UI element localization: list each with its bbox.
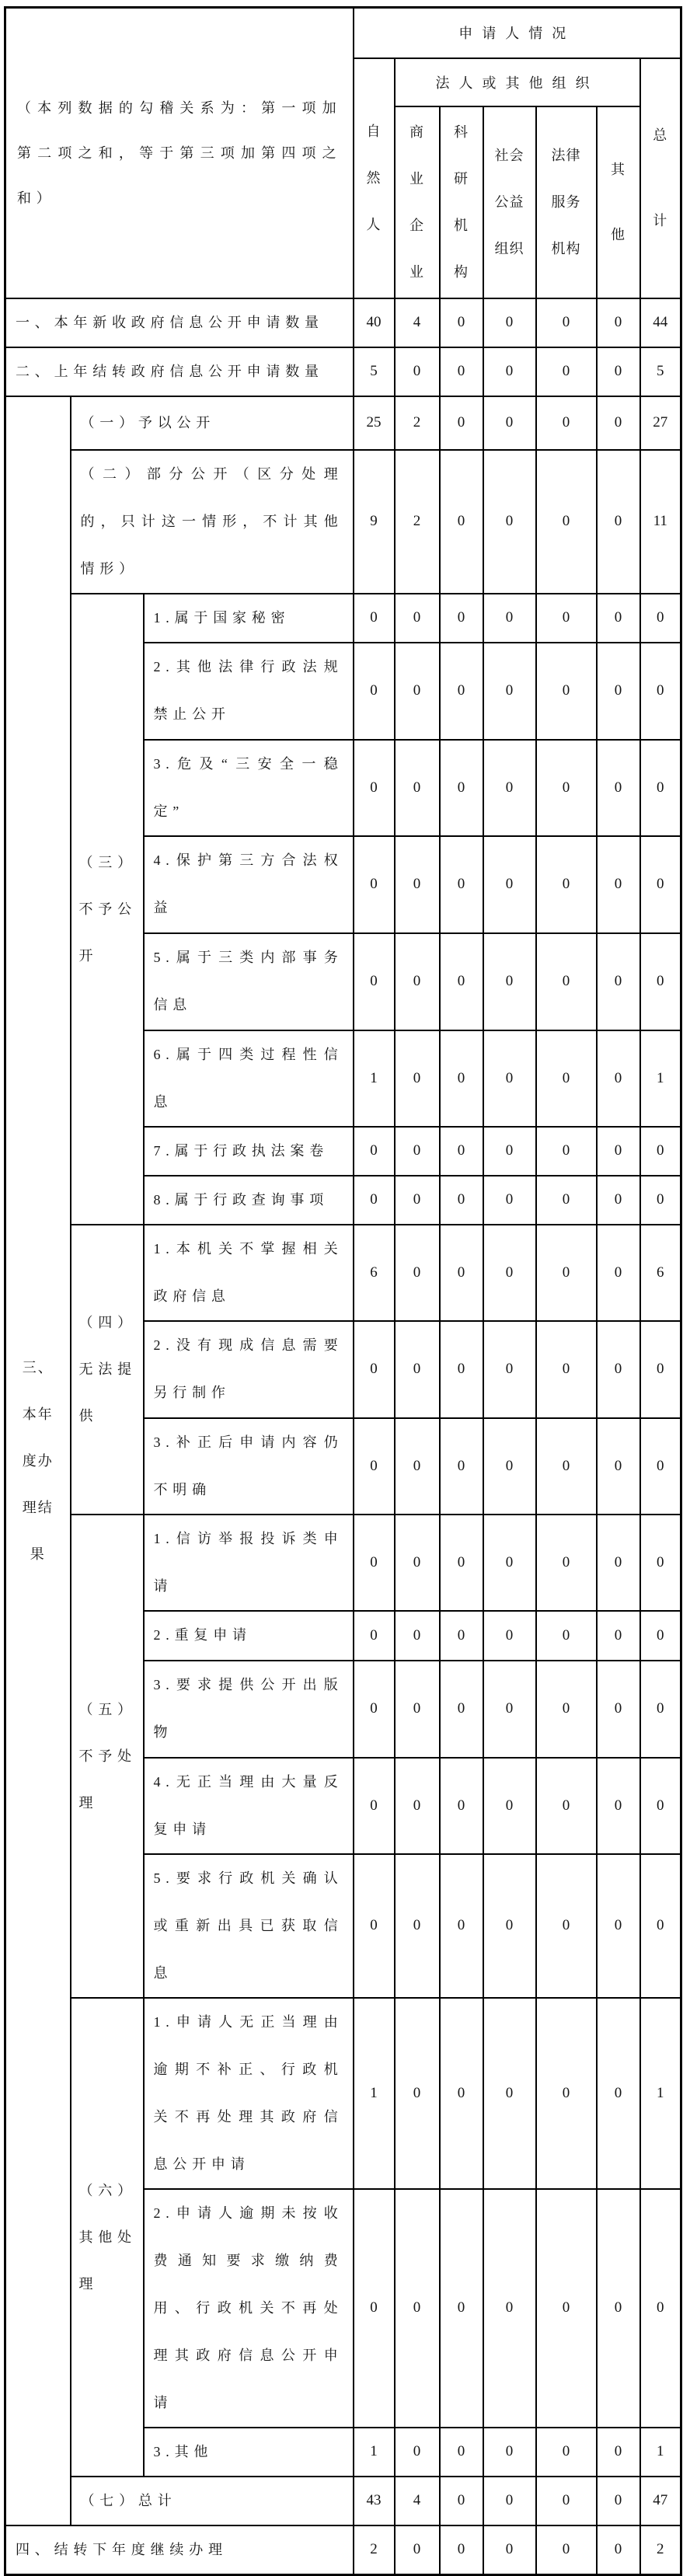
table-row — [5, 2477, 681, 2525]
value-cell: 0 — [536, 298, 597, 347]
value-cell: 0 — [483, 933, 536, 1030]
value-cell: 0 — [597, 2477, 640, 2525]
value-cell: 0 — [597, 1176, 640, 1225]
value-cell: 9 — [354, 450, 395, 594]
row-label: （一）予以公开 — [71, 396, 354, 450]
value-cell: 0 — [395, 933, 440, 1030]
section-label-other-handling: （六） 其他处 理 — [71, 1998, 144, 2477]
document-page — [0, 6, 683, 2576]
value-cell: 0 — [440, 643, 483, 740]
value-cell: 0 — [536, 1515, 597, 1611]
value-cell: 0 — [440, 298, 483, 347]
value-cell: 0 — [440, 740, 483, 836]
value-cell: 47 — [640, 2477, 681, 2525]
table-row — [5, 1515, 681, 1611]
value-cell: 0 — [536, 1611, 597, 1661]
value-cell: 0 — [536, 1998, 597, 2189]
value-cell: 0 — [395, 347, 440, 396]
value-cell: 2 — [640, 2525, 681, 2575]
value-cell: 0 — [354, 643, 395, 740]
row-label: 3.补正后申请内容仍不明确 — [144, 1418, 354, 1515]
value-cell: 2 — [395, 396, 440, 450]
value-cell: 0 — [395, 1176, 440, 1225]
value-cell: 0 — [354, 594, 395, 643]
header-other: 其 他 — [597, 106, 640, 298]
table-row — [5, 594, 681, 643]
row-label: 3.危及“三安全一稳定” — [144, 740, 354, 836]
value-cell: 0 — [536, 594, 597, 643]
table-row — [5, 450, 681, 594]
value-cell: 0 — [536, 1758, 597, 1854]
row-label: （二）部分公开（区分处理的，只计这一情形，不计其他情形） — [71, 450, 354, 594]
value-cell: 0 — [483, 1854, 536, 1998]
value-cell: 0 — [440, 347, 483, 396]
value-cell: 0 — [483, 396, 536, 450]
value-cell: 0 — [536, 1418, 597, 1515]
value-cell: 0 — [597, 836, 640, 933]
value-cell: 0 — [483, 740, 536, 836]
value-cell: 0 — [597, 1418, 640, 1515]
value-cell: 0 — [354, 1758, 395, 1854]
value-cell: 1 — [354, 1998, 395, 2189]
value-cell: 0 — [354, 2189, 395, 2428]
value-cell: 1 — [640, 1030, 681, 1127]
value-cell: 0 — [640, 1321, 681, 1418]
value-cell: 0 — [483, 347, 536, 396]
value-cell: 0 — [440, 1321, 483, 1418]
value-cell: 44 — [640, 298, 681, 347]
value-cell: 0 — [395, 836, 440, 933]
value-cell: 0 — [395, 1611, 440, 1661]
header-social-welfare: 社会 公益 组织 — [483, 106, 536, 298]
value-cell: 0 — [597, 643, 640, 740]
row-label: 4.无正当理由大量反复申请 — [144, 1758, 354, 1854]
row-label: 2.没有现成信息需要另行制作 — [144, 1321, 354, 1418]
value-cell: 0 — [440, 1758, 483, 1854]
value-cell: 0 — [440, 1515, 483, 1611]
value-cell: 0 — [440, 2525, 483, 2575]
header-natural-person: 自 然 人 — [354, 58, 395, 298]
value-cell: 6 — [354, 1225, 395, 1321]
value-cell: 0 — [395, 1225, 440, 1321]
value-cell: 0 — [440, 1127, 483, 1176]
value-cell: 0 — [483, 2428, 536, 2477]
header-business: 商 业 企 业 — [395, 106, 440, 298]
value-cell: 0 — [597, 594, 640, 643]
value-cell: 0 — [440, 2428, 483, 2477]
value-cell: 0 — [483, 1758, 536, 1854]
row-label: 二、上年结转政府信息公开申请数量 — [5, 347, 354, 396]
table-row — [5, 8, 681, 58]
value-cell: 0 — [640, 740, 681, 836]
value-cell: 0 — [483, 643, 536, 740]
value-cell: 0 — [640, 1418, 681, 1515]
value-cell: 0 — [483, 2477, 536, 2525]
value-cell: 0 — [536, 2525, 597, 2575]
value-cell: 0 — [640, 594, 681, 643]
value-cell: 0 — [597, 2525, 640, 2575]
value-cell: 0 — [395, 1515, 440, 1611]
value-cell: 0 — [640, 1611, 681, 1661]
row-label: 四、结转下年度继续办理 — [5, 2525, 354, 2575]
value-cell: 2 — [395, 450, 440, 594]
value-cell: 2 — [354, 2525, 395, 2575]
row-label: 5.属于三类内部事务信息 — [144, 933, 354, 1030]
value-cell: 0 — [440, 1661, 483, 1758]
value-cell: 0 — [597, 2428, 640, 2477]
section-label-unable-provide: （四） 无法提 供 — [71, 1225, 144, 1515]
value-cell: 6 — [640, 1225, 681, 1321]
value-cell: 0 — [440, 594, 483, 643]
value-cell: 0 — [597, 1661, 640, 1758]
value-cell: 1 — [640, 1998, 681, 2189]
value-cell: 0 — [640, 1515, 681, 1611]
value-cell: 5 — [354, 347, 395, 396]
value-cell: 0 — [640, 643, 681, 740]
value-cell: 0 — [640, 933, 681, 1030]
value-cell: 0 — [354, 1176, 395, 1225]
value-cell: 0 — [354, 1854, 395, 1998]
value-cell: 0 — [483, 1998, 536, 2189]
info-disclosure-table — [4, 6, 682, 2576]
value-cell: 0 — [395, 1030, 440, 1127]
value-cell: 0 — [483, 1030, 536, 1127]
value-cell: 0 — [395, 1321, 440, 1418]
value-cell: 0 — [640, 1758, 681, 1854]
value-cell: 0 — [354, 1321, 395, 1418]
value-cell: 0 — [440, 933, 483, 1030]
value-cell: 0 — [597, 1998, 640, 2189]
value-cell: 0 — [440, 1225, 483, 1321]
value-cell: 0 — [536, 2189, 597, 2428]
value-cell: 27 — [640, 396, 681, 450]
value-cell: 0 — [483, 298, 536, 347]
row-label: 一、本年新收政府信息公开申请数量 — [5, 298, 354, 347]
value-cell: 0 — [597, 1225, 640, 1321]
section-label-not-processed: （五） 不予处 理 — [71, 1515, 144, 1998]
value-cell: 0 — [536, 1225, 597, 1321]
value-cell: 0 — [483, 1418, 536, 1515]
value-cell: 0 — [440, 1611, 483, 1661]
value-cell: 0 — [536, 2428, 597, 2477]
value-cell: 0 — [483, 1176, 536, 1225]
value-cell: 0 — [536, 740, 597, 836]
row-label: 3.要求提供公开出版物 — [144, 1661, 354, 1758]
row-label: 3.其他 — [144, 2428, 354, 2477]
row-label: 1.属于国家秘密 — [144, 594, 354, 643]
row-label: （七）总计 — [71, 2477, 354, 2525]
value-cell: 0 — [440, 836, 483, 933]
value-cell: 0 — [395, 740, 440, 836]
value-cell: 0 — [536, 450, 597, 594]
value-cell: 0 — [354, 1418, 395, 1515]
table-row — [5, 396, 681, 450]
value-cell: 0 — [536, 1321, 597, 1418]
value-cell: 43 — [354, 2477, 395, 2525]
value-cell: 40 — [354, 298, 395, 347]
value-cell: 0 — [395, 1998, 440, 2189]
header-legal-service: 法律 服务 机构 — [536, 106, 597, 298]
value-cell: 0 — [597, 1030, 640, 1127]
value-cell: 4 — [395, 298, 440, 347]
value-cell: 0 — [597, 396, 640, 450]
value-cell: 0 — [354, 836, 395, 933]
value-cell: 0 — [395, 643, 440, 740]
table-row — [5, 347, 681, 396]
value-cell: 0 — [597, 298, 640, 347]
value-cell: 0 — [440, 396, 483, 450]
value-cell: 0 — [640, 2189, 681, 2428]
section-label-annual-results: 三、 本年 度办 理结 果 — [5, 396, 71, 2525]
row-label: 1.信访举报投诉类申请 — [144, 1515, 354, 1611]
row-label: 2.重复申请 — [144, 1611, 354, 1661]
row-label: 1.本机关不掌握相关政府信息 — [144, 1225, 354, 1321]
value-cell: 0 — [483, 594, 536, 643]
value-cell: 0 — [483, 836, 536, 933]
value-cell: 0 — [597, 1321, 640, 1418]
row-label: 2.其他法律行政法规禁止公开 — [144, 643, 354, 740]
value-cell: 0 — [597, 450, 640, 594]
header-legal-group: 法人或其他组织 — [395, 58, 640, 106]
value-cell: 0 — [536, 836, 597, 933]
value-cell: 0 — [440, 1176, 483, 1225]
value-cell: 0 — [597, 1758, 640, 1854]
value-cell: 0 — [354, 1127, 395, 1176]
value-cell: 0 — [536, 396, 597, 450]
value-cell: 0 — [483, 1127, 536, 1176]
value-cell: 0 — [440, 1854, 483, 1998]
table-row — [5, 1225, 681, 1321]
value-cell: 0 — [597, 347, 640, 396]
value-cell: 1 — [354, 1030, 395, 1127]
value-cell: 5 — [640, 347, 681, 396]
value-cell: 25 — [354, 396, 395, 450]
value-cell: 0 — [597, 1854, 640, 1998]
row-label: 7.属于行政执法案卷 — [144, 1127, 354, 1176]
value-cell: 0 — [440, 1418, 483, 1515]
value-cell: 0 — [536, 643, 597, 740]
value-cell: 0 — [536, 1030, 597, 1127]
value-cell: 0 — [395, 2428, 440, 2477]
value-cell: 0 — [483, 2525, 536, 2575]
value-cell: 0 — [395, 2189, 440, 2428]
row-label: 5.要求行政机关确认或重新出具已获取信息 — [144, 1854, 354, 1998]
value-cell: 0 — [640, 1661, 681, 1758]
row-label: 8.属于行政查询事项 — [144, 1176, 354, 1225]
value-cell: 0 — [640, 1854, 681, 1998]
value-cell: 0 — [440, 2189, 483, 2428]
value-cell: 0 — [395, 1127, 440, 1176]
value-cell: 0 — [536, 1661, 597, 1758]
value-cell: 0 — [395, 1854, 440, 1998]
value-cell: 0 — [440, 2477, 483, 2525]
value-cell: 0 — [536, 1127, 597, 1176]
header-applicant-group: 申请人情况 — [354, 8, 681, 58]
value-cell: 0 — [395, 594, 440, 643]
value-cell: 0 — [597, 1611, 640, 1661]
value-cell: 0 — [483, 1515, 536, 1611]
value-cell: 0 — [536, 1854, 597, 1998]
value-cell: 4 — [395, 2477, 440, 2525]
value-cell: 1 — [640, 2428, 681, 2477]
value-cell: 0 — [483, 2189, 536, 2428]
value-cell: 0 — [597, 2189, 640, 2428]
row-label: 6.属于四类过程性信息 — [144, 1030, 354, 1127]
value-cell: 0 — [354, 1611, 395, 1661]
value-cell: 0 — [536, 1176, 597, 1225]
value-cell: 0 — [354, 1515, 395, 1611]
header-research: 科 研 机 构 — [440, 106, 483, 298]
table-row — [5, 2525, 681, 2575]
row-label: 2.申请人逾期未按收费通知要求缴纳费用、行政机关不再处理其政府信息公开申请 — [144, 2189, 354, 2428]
value-cell: 0 — [597, 740, 640, 836]
value-cell: 0 — [536, 2477, 597, 2525]
row-label: 4.保护第三方合法权益 — [144, 836, 354, 933]
value-cell: 0 — [395, 2525, 440, 2575]
value-cell: 0 — [597, 1515, 640, 1611]
value-cell: 0 — [395, 1418, 440, 1515]
note-cell: （本列数据的勾稽关系为：第一项加第二项之和，等于第三项加第四项之和） — [5, 8, 354, 298]
table-row — [5, 1998, 681, 2189]
value-cell: 0 — [640, 1176, 681, 1225]
value-cell: 0 — [354, 1661, 395, 1758]
value-cell: 0 — [483, 1225, 536, 1321]
value-cell: 0 — [597, 933, 640, 1030]
value-cell: 0 — [640, 1127, 681, 1176]
value-cell: 0 — [395, 1661, 440, 1758]
value-cell: 0 — [395, 1758, 440, 1854]
value-cell: 0 — [483, 1611, 536, 1661]
header-total: 总 计 — [640, 58, 681, 298]
value-cell: 0 — [597, 1127, 640, 1176]
value-cell: 0 — [536, 347, 597, 396]
value-cell: 0 — [440, 1030, 483, 1127]
value-cell: 0 — [440, 1998, 483, 2189]
value-cell: 0 — [536, 933, 597, 1030]
row-label: 1.申请人无正当理由逾期不补正、行政机关不再处理其政府信息公开申请 — [144, 1998, 354, 2189]
section-label-not-disclosed: （三） 不予公 开 — [71, 594, 144, 1225]
value-cell: 1 — [354, 2428, 395, 2477]
value-cell: 11 — [640, 450, 681, 594]
value-cell: 0 — [354, 933, 395, 1030]
value-cell: 0 — [483, 450, 536, 594]
value-cell: 0 — [440, 450, 483, 594]
value-cell: 0 — [483, 1661, 536, 1758]
value-cell: 0 — [354, 740, 395, 836]
value-cell: 0 — [640, 836, 681, 933]
table-row — [5, 298, 681, 347]
value-cell: 0 — [483, 1321, 536, 1418]
